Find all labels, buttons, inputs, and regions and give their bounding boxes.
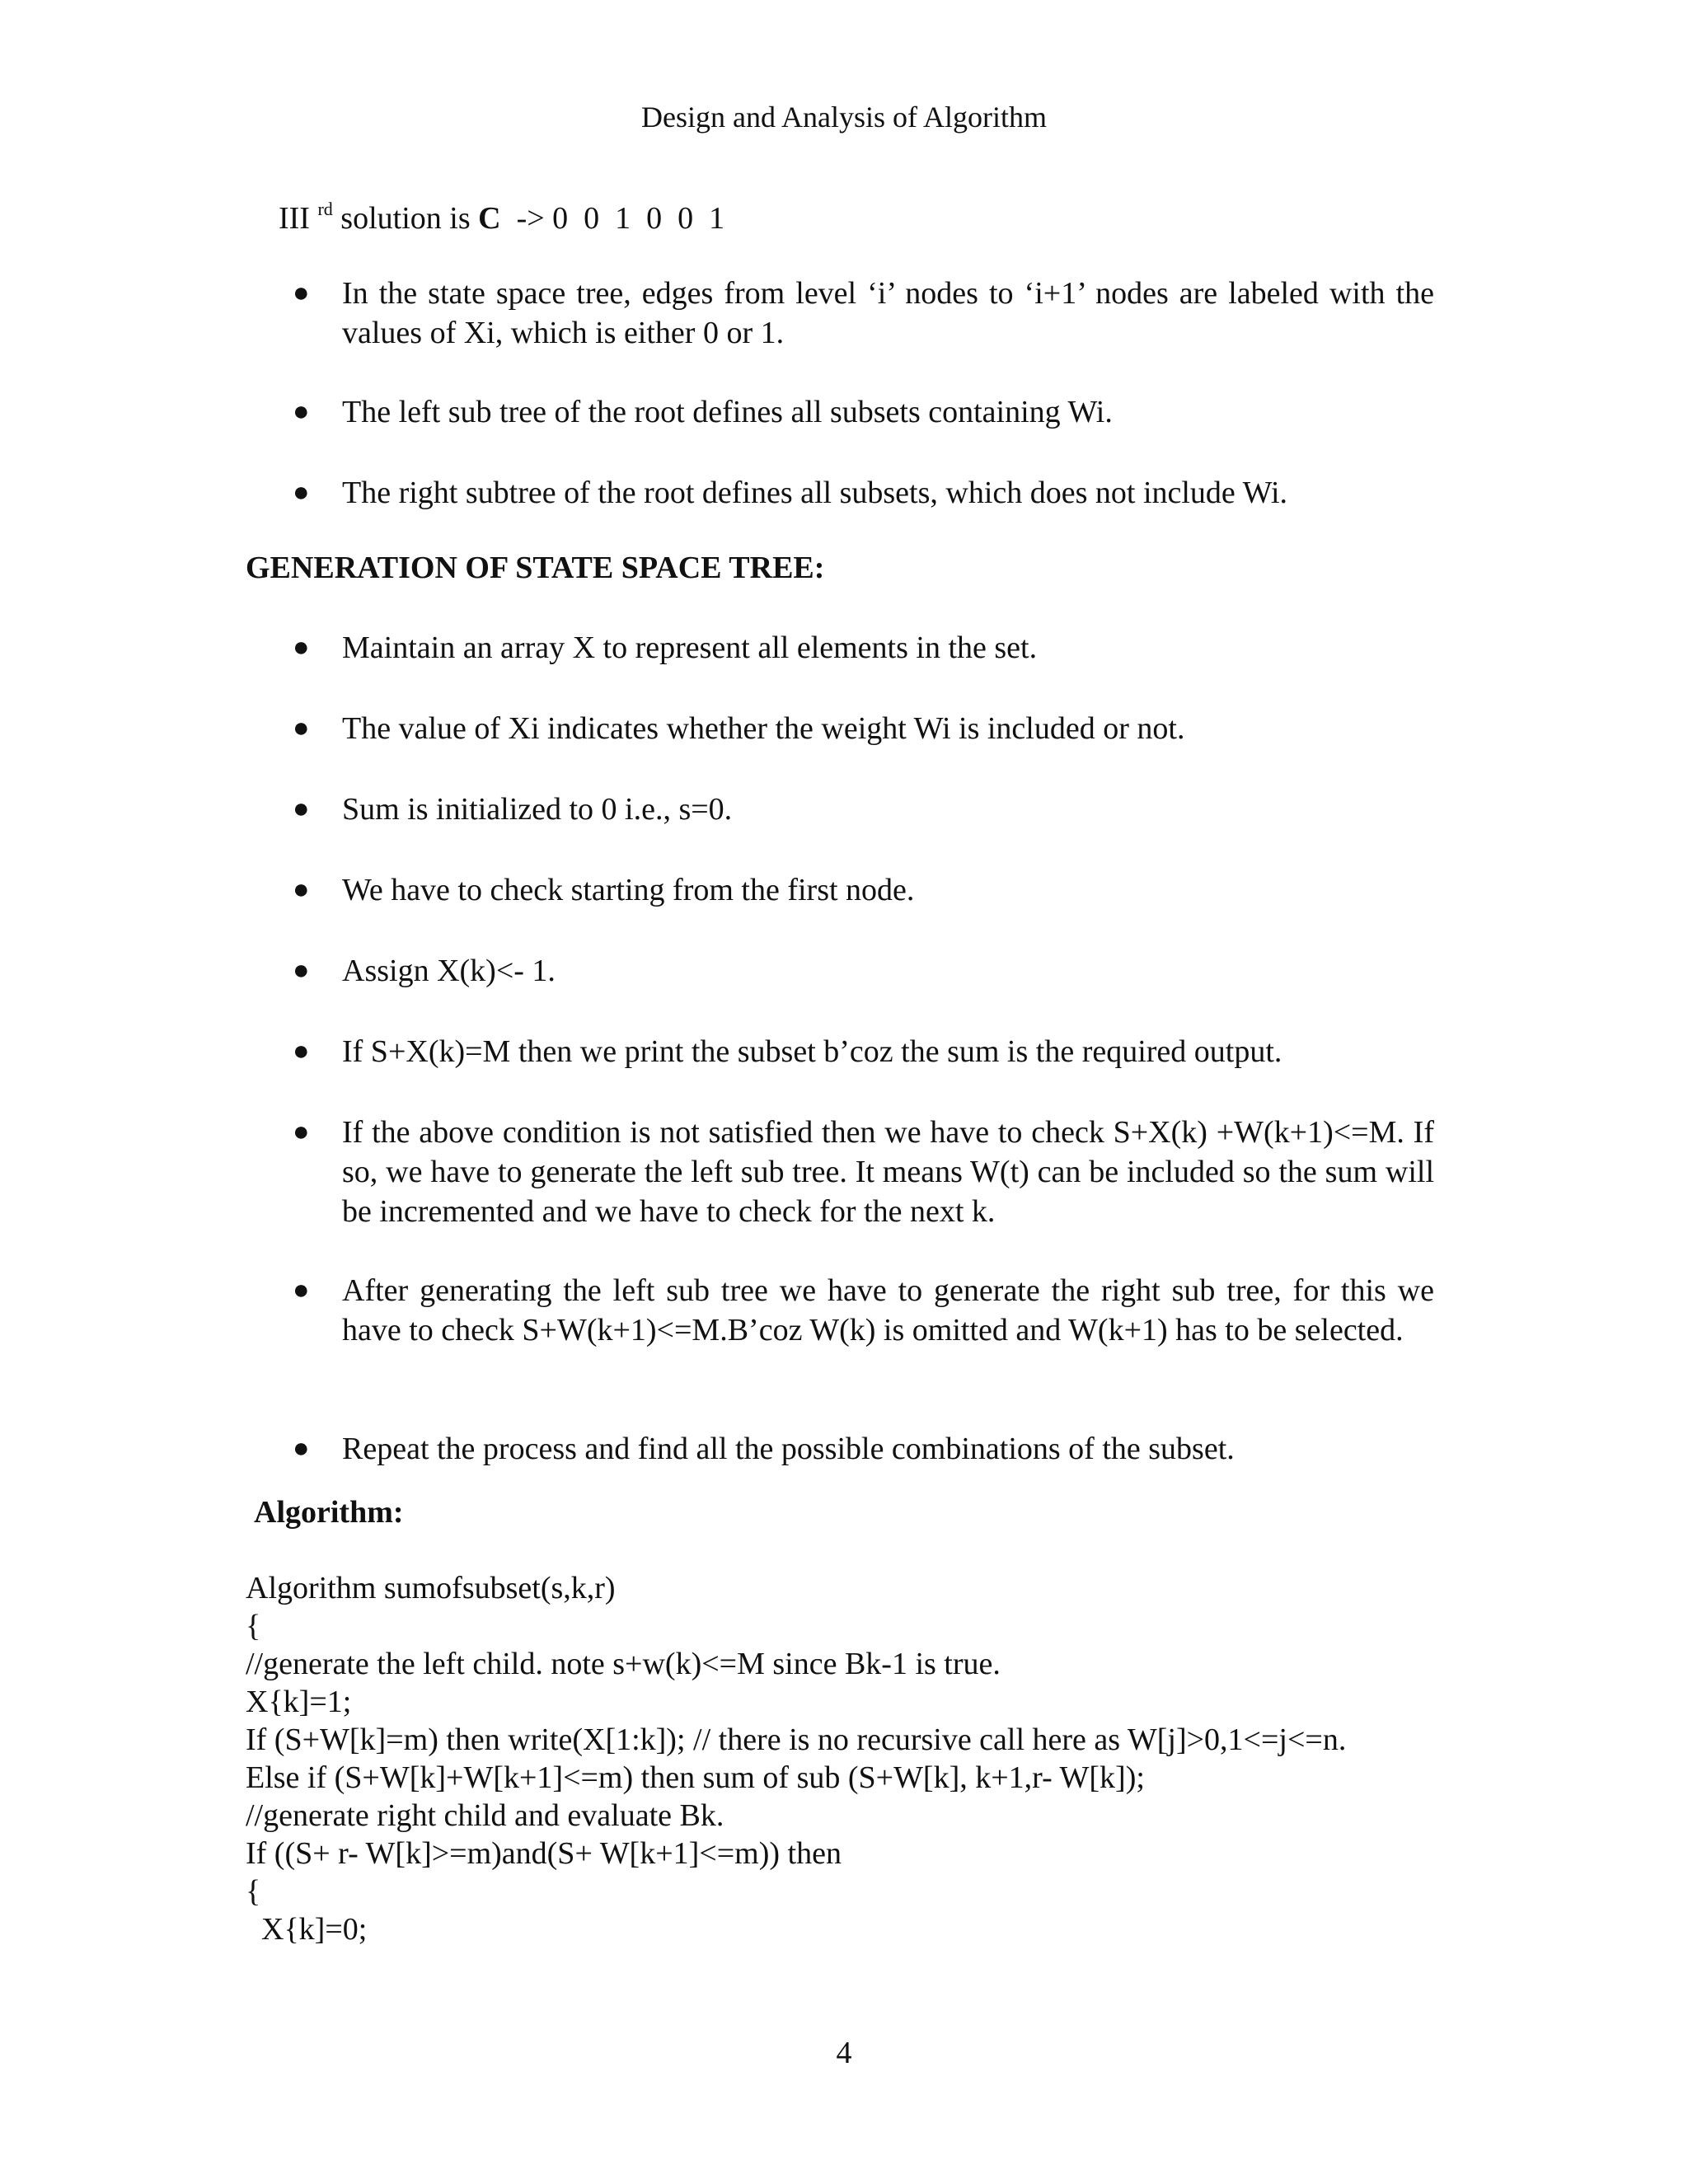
list-item [293, 392, 1434, 432]
list-item-text: We have to check starting from the first node. [342, 873, 915, 907]
bullet-icon: ● [293, 874, 310, 905]
code-line: X{k]=0; [246, 1912, 368, 1947]
running-header: Design and Analysis of Algorithm [641, 101, 1047, 134]
list-item-text: Repeat the process and find all the possible combinations of the subset. [342, 1432, 1235, 1466]
list-item [293, 1113, 1434, 1231]
list-item [293, 951, 1434, 991]
list-item-text: The left sub tree of the root defines all subsets containing Wi. [342, 395, 1113, 429]
bullet-icon: ● [293, 396, 310, 427]
list-item [293, 709, 1434, 748]
code-line: Else if (S+W[k]+W[k+1]<=m) then sum of sub (S+W[k], k+1,r- W[k]); [246, 1760, 1145, 1795]
code-line: Algorithm sumofsubset(s,k,r) [246, 1571, 616, 1605]
code-line: X{k]=1; [246, 1685, 352, 1719]
list-item-text: In the state space tree, edges from level ‘i’ nodes to ‘i+1’ nodes are labeled with the values of Xi, which is either 0 or 1. [342, 276, 1434, 350]
list-item-text: Maintain an array X to represent all elements in the set. [342, 630, 1038, 665]
algorithm-code [246, 1569, 1346, 1948]
list-item [293, 1429, 1434, 1469]
list-item-text: Assign X(k)<- 1. [342, 954, 556, 988]
algorithm-heading: Algorithm: [254, 1495, 404, 1530]
code-line: If (S+W[k]=m) then write(X[1:k]); // there is no recursive call here as W[j]>0,1<=j<=n. [246, 1722, 1347, 1757]
code-line: //generate right child and evaluate Bk. [246, 1798, 724, 1833]
bullet-icon: ● [293, 632, 310, 663]
list-item [293, 1032, 1434, 1071]
bullet-icon: ● [293, 1117, 310, 1147]
code-line: //generate the left child. note s+w(k)<=M since Bk-1 is true. [246, 1647, 1001, 1681]
solution-middle: solution is [332, 201, 479, 236]
bullet-icon: ● [293, 955, 310, 986]
list-item [293, 274, 1434, 353]
list-item-text: The right subtree of the root defines all subsets, which does not include Wi. [342, 476, 1288, 510]
list-item-text: If S+X(k)=M then we print the subset b’coz the sum is the required output. [342, 1034, 1282, 1069]
list-item-text: If the above condition is not satisfied then we have to check S+X(k) +W(k+1)<=M. If so, we have to generate the left sub tree. It means W(t) can be included so the sum will be incremented and we have to check for the next k. [342, 1115, 1434, 1229]
solution-superscript: rd [317, 199, 333, 219]
list-item-text: After generating the left sub tree we have to generate the right sub tree, for this we have to check S+W(k+1)<=M.B’coz W(k) is omitted and W(k+1) has to be selected. [342, 1273, 1434, 1347]
list-item [293, 870, 1434, 910]
solution-bold: C [478, 201, 501, 236]
solution-prefix: III [279, 201, 310, 236]
bullet-icon: ● [293, 1433, 310, 1464]
bullet-icon: ● [293, 1275, 310, 1305]
list-item [293, 1271, 1434, 1350]
bullet-icon: ● [293, 713, 310, 743]
bullet-icon: ● [293, 1036, 310, 1066]
bullet-icon: ● [293, 278, 310, 308]
list-item-text: The value of Xi indicates whether the weight Wi is included or not. [342, 711, 1185, 746]
list-item [293, 473, 1434, 513]
section-heading: GENERATION OF STATE SPACE TREE: [246, 551, 825, 585]
bullet-icon: ● [293, 477, 310, 508]
list-item [293, 790, 1434, 829]
code-line: { [246, 1609, 261, 1643]
solution-line [279, 198, 724, 239]
bullet-icon: ● [293, 794, 310, 824]
code-line: If ((S+ r- W[k]>=m)and(S+ W[k+1]<=m)) then [246, 1836, 842, 1871]
list-item-text: Sum is initialized to 0 i.e., s=0. [342, 792, 733, 827]
list-item [293, 628, 1434, 668]
page-number: 4 [836, 2036, 852, 2070]
solution-suffix: -> 0 0 1 0 0 1 [500, 201, 725, 236]
code-line: { [246, 1874, 261, 1909]
